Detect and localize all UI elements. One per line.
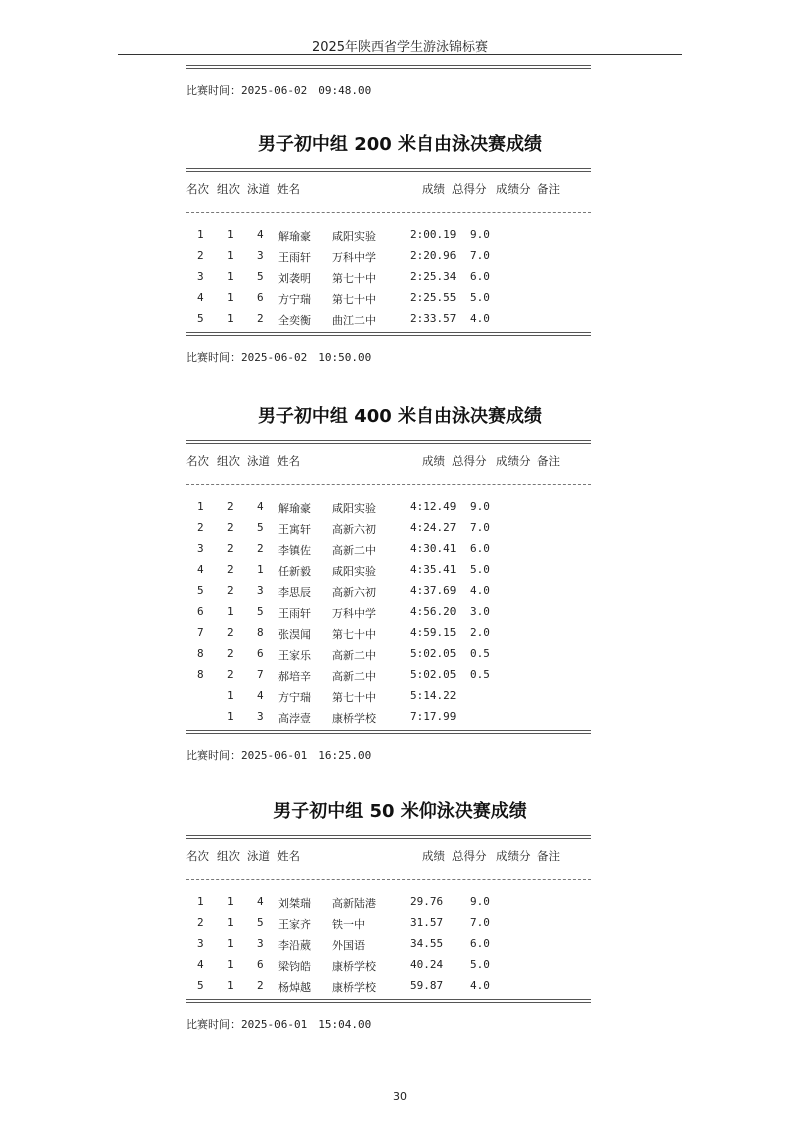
- column-header-result-points: 成绩分: [496, 454, 531, 468]
- cell-lane: 1: [257, 563, 264, 576]
- cell-result: 2:25.34: [410, 270, 457, 283]
- cell-points: 5.0: [470, 563, 490, 576]
- cell-team: 咸阳实验: [332, 502, 376, 515]
- cell-name: 刘桀瑞: [278, 897, 311, 910]
- event-title: 男子初中组 50 米仰泳决赛成绩: [273, 801, 527, 822]
- cell-lane: 5: [257, 270, 264, 283]
- column-header-heat: 组次: [217, 849, 240, 863]
- cell-rank: 1: [197, 228, 204, 241]
- cell-lane: 3: [257, 937, 264, 950]
- cell-name: 方宁瑞: [278, 293, 311, 306]
- cell-result: 7:17.99: [410, 710, 457, 723]
- cell-name: 王寓轩: [278, 523, 311, 536]
- cell-name: 全奕衡: [278, 314, 311, 327]
- cell-heat: 2: [227, 542, 234, 555]
- column-header-rank: 名次: [186, 849, 209, 863]
- cell-points: 3.0: [470, 605, 490, 618]
- cell-team: 高新二中: [332, 670, 376, 683]
- cell-name: 王雨轩: [278, 251, 311, 264]
- cell-name: 郝培辛: [278, 670, 311, 683]
- cell-heat: 1: [227, 958, 234, 971]
- cell-lane: 2: [257, 979, 264, 992]
- column-header-result: 成绩: [422, 849, 445, 863]
- cell-heat: 2: [227, 647, 234, 660]
- column-header-result-points: 成绩分: [496, 182, 531, 196]
- cell-rank: 4: [197, 291, 204, 304]
- cell-lane: 2: [257, 542, 264, 555]
- cell-team: 万科中学: [332, 251, 376, 264]
- page-number: 30: [393, 1090, 407, 1103]
- cell-heat: 1: [227, 270, 234, 283]
- cell-heat: 2: [227, 668, 234, 681]
- event-time-line: [186, 349, 371, 365]
- cell-team: 高新陆港: [332, 897, 376, 910]
- cell-points: 7.0: [470, 916, 490, 929]
- cell-result: 5:14.22: [410, 689, 457, 702]
- column-header-lane: 泳道: [247, 182, 270, 196]
- cell-lane: 3: [257, 249, 264, 262]
- cell-rank: 5: [197, 312, 204, 325]
- cell-lane: 5: [257, 521, 264, 534]
- cell-points: 6.0: [470, 270, 490, 283]
- cell-result: 5:02.05: [410, 668, 457, 681]
- cell-heat: 1: [227, 228, 234, 241]
- cell-result: 4:12.49: [410, 500, 457, 513]
- cell-lane: 4: [257, 895, 264, 908]
- cell-rank: 1: [197, 895, 204, 908]
- cell-lane: 4: [257, 228, 264, 241]
- cell-rank: 2: [197, 521, 204, 534]
- column-header-name: 姓名: [277, 454, 300, 468]
- cell-points: 7.0: [470, 521, 490, 534]
- double-rule: [186, 835, 591, 836]
- column-header-heat: 组次: [217, 454, 240, 468]
- cell-lane: 5: [257, 916, 264, 929]
- cell-rank: 4: [197, 958, 204, 971]
- cell-rank: 7: [197, 626, 204, 639]
- cell-heat: 2: [227, 500, 234, 513]
- event-time-line: [186, 747, 371, 763]
- cell-points: 2.0: [470, 626, 490, 639]
- cell-heat: 2: [227, 521, 234, 534]
- cell-name: 李思辰: [278, 586, 311, 599]
- time-value: 2025-06-02 10:50.00: [241, 351, 372, 364]
- cell-team: 咸阳实验: [332, 230, 376, 243]
- cell-name: 李沿葳: [278, 939, 311, 952]
- event-time-line: [186, 1016, 371, 1032]
- cell-result: 2:33.57: [410, 312, 457, 325]
- cell-points: 6.0: [470, 937, 490, 950]
- dashed-rule: [186, 484, 591, 485]
- event-title: 男子初中组 400 米自由泳决赛成绩: [257, 406, 543, 427]
- cell-result: 2:20.96: [410, 249, 457, 262]
- cell-lane: 2: [257, 312, 264, 325]
- time-label: 比赛时间：: [186, 749, 241, 762]
- cell-points: 9.0: [470, 500, 490, 513]
- cell-result: 59.87: [410, 979, 444, 992]
- cell-points: 7.0: [470, 249, 490, 262]
- time-value: 2025-06-01 16:25.00: [241, 749, 372, 762]
- cell-result: 5:02.05: [410, 647, 457, 660]
- cell-name: 梁钧皓: [278, 960, 311, 973]
- cell-rank: 3: [197, 542, 204, 555]
- time-value: 2025-06-01 15:04.00: [241, 1018, 372, 1031]
- double-rule: [186, 730, 591, 731]
- cell-team: 第七十中: [332, 293, 376, 306]
- cell-lane: 8: [257, 626, 264, 639]
- cell-name: 任新毅: [278, 565, 311, 578]
- column-header-rank: 名次: [186, 454, 209, 468]
- dashed-rule: [186, 879, 591, 880]
- cell-team: 康桥学校: [332, 981, 376, 994]
- column-header-remark: 备注: [537, 454, 560, 468]
- cell-team: 第七十中: [332, 272, 376, 285]
- cell-result: 4:30.41: [410, 542, 457, 555]
- cell-lane: 4: [257, 500, 264, 513]
- column-header-result: 成绩: [422, 454, 445, 468]
- cell-points: 9.0: [470, 895, 490, 908]
- dashed-rule: [186, 212, 591, 213]
- double-rule: [186, 332, 591, 333]
- cell-rank: 3: [197, 937, 204, 950]
- time-label: 比赛时间：: [186, 84, 241, 97]
- column-header-lane: 泳道: [247, 849, 270, 863]
- cell-name: 张淏闻: [278, 628, 311, 641]
- column-header-lane: 泳道: [247, 454, 270, 468]
- cell-rank: 2: [197, 249, 204, 262]
- cell-lane: 6: [257, 291, 264, 304]
- cell-team: 咸阳实验: [332, 565, 376, 578]
- cell-points: 5.0: [470, 291, 490, 304]
- cell-name: 李镇佐: [278, 544, 311, 557]
- cell-team: 第七十中: [332, 628, 376, 641]
- cell-name: 王雨轩: [278, 607, 311, 620]
- cell-rank: 3: [197, 270, 204, 283]
- cell-team: 第七十中: [332, 691, 376, 704]
- cell-heat: 1: [227, 291, 234, 304]
- cell-heat: 1: [227, 689, 234, 702]
- cell-heat: 1: [227, 249, 234, 262]
- cell-name: 解瑜豪: [278, 230, 311, 243]
- cell-team: 高新二中: [332, 544, 376, 557]
- cell-name: 高浡壹: [278, 712, 311, 725]
- cell-heat: 1: [227, 605, 234, 618]
- cell-result: 40.24: [410, 958, 444, 971]
- cell-team: 曲江二中: [332, 314, 376, 327]
- cell-result: 2:25.55: [410, 291, 457, 304]
- cell-name: 杨焯越: [278, 981, 311, 994]
- cell-team: 高新六初: [332, 523, 376, 536]
- cell-points: 6.0: [470, 542, 490, 555]
- cell-team: 高新六初: [332, 586, 376, 599]
- time-label: 比赛时间：: [186, 1018, 241, 1031]
- double-rule: [186, 168, 591, 169]
- top-time-line: [186, 82, 371, 98]
- column-header-name: 姓名: [277, 849, 300, 863]
- cell-rank: 1: [197, 500, 204, 513]
- cell-points: 4.0: [470, 979, 490, 992]
- cell-lane: 7: [257, 668, 264, 681]
- cell-rank: 6: [197, 605, 204, 618]
- cell-points: 9.0: [470, 228, 490, 241]
- cell-rank: 5: [197, 979, 204, 992]
- cell-rank: 2: [197, 916, 204, 929]
- cell-lane: 6: [257, 958, 264, 971]
- cell-team: 铁一中: [332, 918, 365, 931]
- event-title: 男子初中组 200 米自由泳决赛成绩: [257, 134, 543, 155]
- column-header-result: 成绩: [422, 182, 445, 196]
- cell-name: 刘袭明: [278, 272, 311, 285]
- cell-points: 5.0: [470, 958, 490, 971]
- cell-rank: 8: [197, 668, 204, 681]
- cell-points: 4.0: [470, 584, 490, 597]
- cell-name: 解瑜豪: [278, 502, 311, 515]
- cell-heat: 2: [227, 626, 234, 639]
- cell-heat: 1: [227, 916, 234, 929]
- cell-heat: 1: [227, 312, 234, 325]
- cell-result: 31.57: [410, 916, 444, 929]
- cell-heat: 2: [227, 584, 234, 597]
- cell-name: 王家乐: [278, 649, 311, 662]
- cell-heat: 1: [227, 937, 234, 950]
- page-header-title: 2025年陕西省学生游泳锦标赛: [311, 40, 489, 55]
- column-header-heat: 组次: [217, 182, 240, 196]
- column-header-remark: 备注: [537, 849, 560, 863]
- column-header-points: 总得分: [452, 454, 487, 468]
- cell-team: 外国语: [332, 939, 365, 952]
- column-header-points: 总得分: [452, 182, 487, 196]
- cell-points: 0.5: [470, 647, 490, 660]
- cell-points: 4.0: [470, 312, 490, 325]
- cell-lane: 3: [257, 710, 264, 723]
- cell-points: 0.5: [470, 668, 490, 681]
- cell-result: 2:00.19: [410, 228, 457, 241]
- cell-team: 康桥学校: [332, 960, 376, 973]
- cell-heat: 2: [227, 563, 234, 576]
- cell-result: 4:35.41: [410, 563, 457, 576]
- cell-result: 4:37.69: [410, 584, 457, 597]
- cell-result: 4:56.20: [410, 605, 457, 618]
- time-value: 2025-06-02 09:48.00: [241, 84, 372, 97]
- cell-team: 高新二中: [332, 649, 376, 662]
- column-header-result-points: 成绩分: [496, 849, 531, 863]
- double-rule: [186, 440, 591, 441]
- cell-lane: 3: [257, 584, 264, 597]
- column-header-remark: 备注: [537, 182, 560, 196]
- cell-result: 4:24.27: [410, 521, 457, 534]
- cell-team: 万科中学: [332, 607, 376, 620]
- double-rule: [186, 999, 591, 1000]
- cell-result: 4:59.15: [410, 626, 457, 639]
- column-header-rank: 名次: [186, 182, 209, 196]
- time-label: 比赛时间：: [186, 351, 241, 364]
- cell-rank: 8: [197, 647, 204, 660]
- column-header-name: 姓名: [277, 182, 300, 196]
- cell-heat: 1: [227, 710, 234, 723]
- cell-rank: 4: [197, 563, 204, 576]
- cell-lane: 5: [257, 605, 264, 618]
- column-header-points: 总得分: [452, 849, 487, 863]
- cell-lane: 6: [257, 647, 264, 660]
- cell-result: 34.55: [410, 937, 444, 950]
- cell-rank: 5: [197, 584, 204, 597]
- double-rule: [186, 65, 591, 66]
- cell-result: 29.76: [410, 895, 444, 908]
- cell-name: 方宁瑞: [278, 691, 311, 704]
- header-rule: [118, 54, 682, 55]
- cell-lane: 4: [257, 689, 264, 702]
- cell-heat: 1: [227, 979, 234, 992]
- cell-heat: 1: [227, 895, 234, 908]
- cell-team: 康桥学校: [332, 712, 376, 725]
- cell-name: 王家齐: [278, 918, 311, 931]
